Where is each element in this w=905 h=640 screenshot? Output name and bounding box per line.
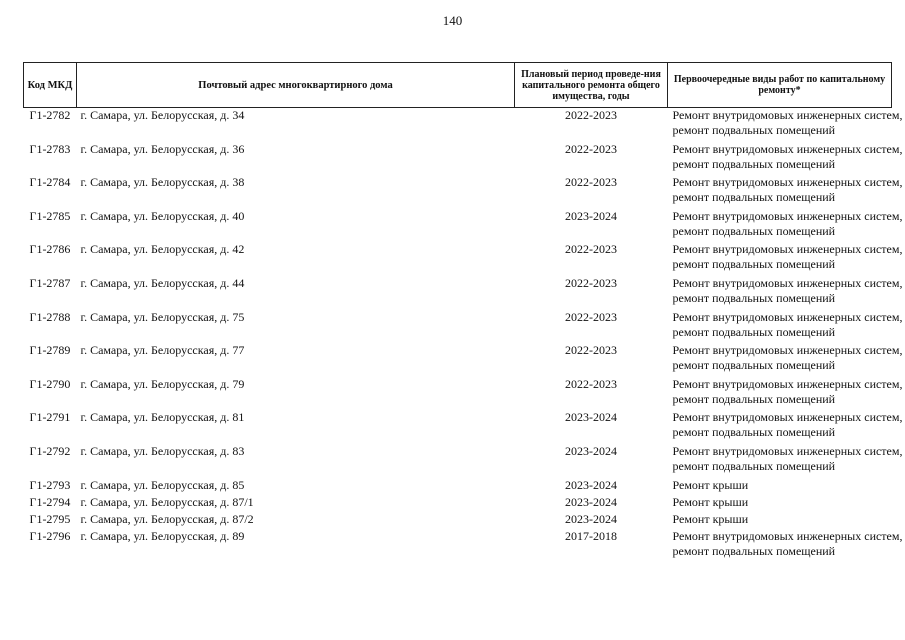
- table-row: [24, 444, 892, 478]
- works-line: Ремонт внутридомовых инженерных систем,: [672, 208, 903, 223]
- header-period: Плановый период проведе-ния капитального ремонта общего имущества, годы: [515, 63, 668, 108]
- cell-period: 2023-2024: [565, 494, 617, 509]
- table-row: [24, 529, 892, 563]
- table-row: [24, 242, 892, 276]
- works-line: Ремонт крыши: [672, 494, 749, 509]
- works-line: ремонт подвальных помещений: [672, 290, 836, 305]
- works-line: Ремонт крыши: [672, 477, 749, 492]
- works-line: ремонт подвальных помещений: [672, 425, 836, 440]
- cell-code: Г1-2789: [29, 343, 71, 358]
- table-row: [24, 343, 892, 377]
- table-body: [24, 108, 903, 563]
- cell-works: [668, 376, 903, 411]
- cell-works: [668, 512, 892, 529]
- cell-code: Г1-2794: [29, 494, 71, 509]
- cell-works: [668, 495, 892, 512]
- cell-address: г. Самара, ул. Белорусская, д. 81: [80, 410, 245, 425]
- works-line: ремонт подвальных помещений: [672, 324, 836, 339]
- works-line: Ремонт крыши: [672, 511, 749, 526]
- cell-address: г. Самара, ул. Белорусская, д. 87/2: [80, 511, 254, 526]
- cell-period: 2017-2018: [565, 528, 617, 543]
- works-line: Ремонт внутридомовых инженерных систем,: [672, 343, 903, 358]
- works-line: Ремонт внутридомовых инженерных систем,: [672, 376, 903, 391]
- cell-works: [668, 528, 903, 563]
- works-line: ремонт подвальных помещений: [672, 223, 836, 238]
- works-line: ремонт подвальных помещений: [672, 257, 836, 272]
- cell-works: [668, 141, 903, 176]
- cell-code: Г1-2783: [29, 141, 71, 156]
- cell-address: г. Самара, ул. Белорусская, д. 85: [80, 477, 245, 492]
- works-line: ремонт подвальных помещений: [672, 123, 836, 137]
- cell-code: Г1-2790: [29, 376, 71, 391]
- table-row: [24, 108, 892, 142]
- cell-code: Г1-2784: [29, 175, 71, 190]
- table-row: [24, 276, 892, 310]
- header-row: [24, 63, 892, 108]
- works-line: ремонт подвальных помещений: [672, 156, 836, 171]
- cell-code: Г1-2792: [29, 443, 71, 458]
- cell-code: Г1-2785: [29, 208, 71, 223]
- cell-works: [668, 108, 903, 142]
- cell-period: 2023-2024: [565, 511, 617, 526]
- cell-address: г. Самара, ул. Белорусская, д. 38: [80, 175, 245, 190]
- table-header: [24, 63, 892, 108]
- works-line: Ремонт внутридомовых инженерных систем,: [672, 175, 903, 190]
- cell-period: 2022-2023: [565, 275, 617, 290]
- cell-code: Г1-2782: [29, 108, 71, 122]
- works-line: Ремонт внутридомовых инженерных систем,: [672, 309, 903, 324]
- cell-address: г. Самара, ул. Белорусская, д. 44: [80, 275, 245, 290]
- cell-address: г. Самара, ул. Белорусская, д. 40: [80, 208, 245, 223]
- cell-period: 2022-2023: [565, 108, 617, 122]
- cell-period: 2023-2024: [565, 208, 617, 223]
- cell-address: г. Самара, ул. Белорусская, д. 34: [80, 108, 245, 122]
- cell-period: 2022-2023: [565, 141, 617, 156]
- capital-repair-table: [23, 62, 903, 563]
- cell-period: 2023-2024: [565, 443, 617, 458]
- cell-address: г. Самара, ул. Белорусская, д. 79: [80, 376, 245, 391]
- cell-works: [668, 208, 903, 243]
- cell-works: [668, 242, 903, 276]
- works-line: ремонт подвальных помещений: [672, 543, 836, 558]
- header-code: Код МКД: [24, 63, 77, 108]
- table-row: [24, 495, 892, 512]
- cell-address: г. Самара, ул. Белорусская, д. 77: [80, 343, 245, 358]
- cell-period: 2023-2024: [565, 477, 617, 492]
- cell-code: Г1-2791: [29, 410, 71, 425]
- header-address: Почтовый адрес многоквартирного дома: [77, 63, 515, 108]
- works-line: ремонт подвальных помещений: [672, 391, 836, 406]
- cell-code: Г1-2788: [29, 309, 71, 324]
- table-row: [24, 410, 892, 444]
- cell-period: 2022-2023: [565, 175, 617, 190]
- table-row: [24, 209, 892, 243]
- table-row: [24, 478, 892, 495]
- cell-works: [668, 309, 903, 344]
- cell-address: г. Самара, ул. Белорусская, д. 42: [80, 242, 245, 257]
- cell-address: г. Самара, ул. Белорусская, д. 87/1: [80, 494, 254, 509]
- table-row: [24, 377, 892, 411]
- cell-code: Г1-2786: [29, 242, 71, 257]
- cell-code: Г1-2796: [29, 528, 71, 543]
- works-line: Ремонт внутридомовых инженерных систем,: [672, 141, 903, 156]
- works-line: Ремонт внутридомовых инженерных систем,: [672, 528, 903, 543]
- cell-address: г. Самара, ул. Белорусская, д. 36: [80, 141, 245, 156]
- cell-period: 2022-2023: [565, 343, 617, 358]
- cell-works: [668, 343, 903, 377]
- works-line: Ремонт внутридомовых инженерных систем,: [672, 108, 903, 122]
- works-line: ремонт подвальных помещений: [672, 458, 836, 473]
- page-number: 140: [442, 13, 463, 28]
- works-line: ремонт подвальных помещений: [672, 358, 836, 373]
- cell-period: 2022-2023: [565, 309, 617, 324]
- cell-address: г. Самара, ул. Белорусская, д. 83: [80, 443, 245, 458]
- works-line: Ремонт внутридомовых инженерных систем,: [672, 242, 903, 257]
- cell-code: Г1-2795: [29, 511, 71, 526]
- cell-period: 2022-2023: [565, 242, 617, 257]
- cell-works: [668, 443, 903, 478]
- table-row: [24, 142, 892, 176]
- works-line: Ремонт внутридомовых инженерных систем,: [672, 275, 903, 290]
- works-line: Ремонт внутридомовых инженерных систем,: [672, 410, 903, 425]
- cell-period: 2022-2023: [565, 376, 617, 391]
- works-line: ремонт подвальных помещений: [672, 190, 836, 205]
- cell-period: 2023-2024: [565, 410, 617, 425]
- cell-works: [668, 175, 903, 209]
- cell-works: [668, 275, 903, 310]
- header-works: Первоочередные виды работ по капитальному ремонту*: [668, 63, 892, 108]
- cell-works: [668, 478, 892, 495]
- cell-works: [668, 410, 903, 444]
- works-line: Ремонт внутридомовых инженерных систем,: [672, 443, 903, 458]
- cell-code: Г1-2793: [29, 477, 71, 492]
- table-row: [24, 175, 892, 209]
- cell-address: г. Самара, ул. Белорусская, д. 89: [80, 528, 245, 543]
- table-row: [24, 512, 892, 529]
- table-row: [24, 310, 892, 344]
- cell-code: Г1-2787: [29, 275, 71, 290]
- cell-address: г. Самара, ул. Белорусская, д. 75: [80, 309, 245, 324]
